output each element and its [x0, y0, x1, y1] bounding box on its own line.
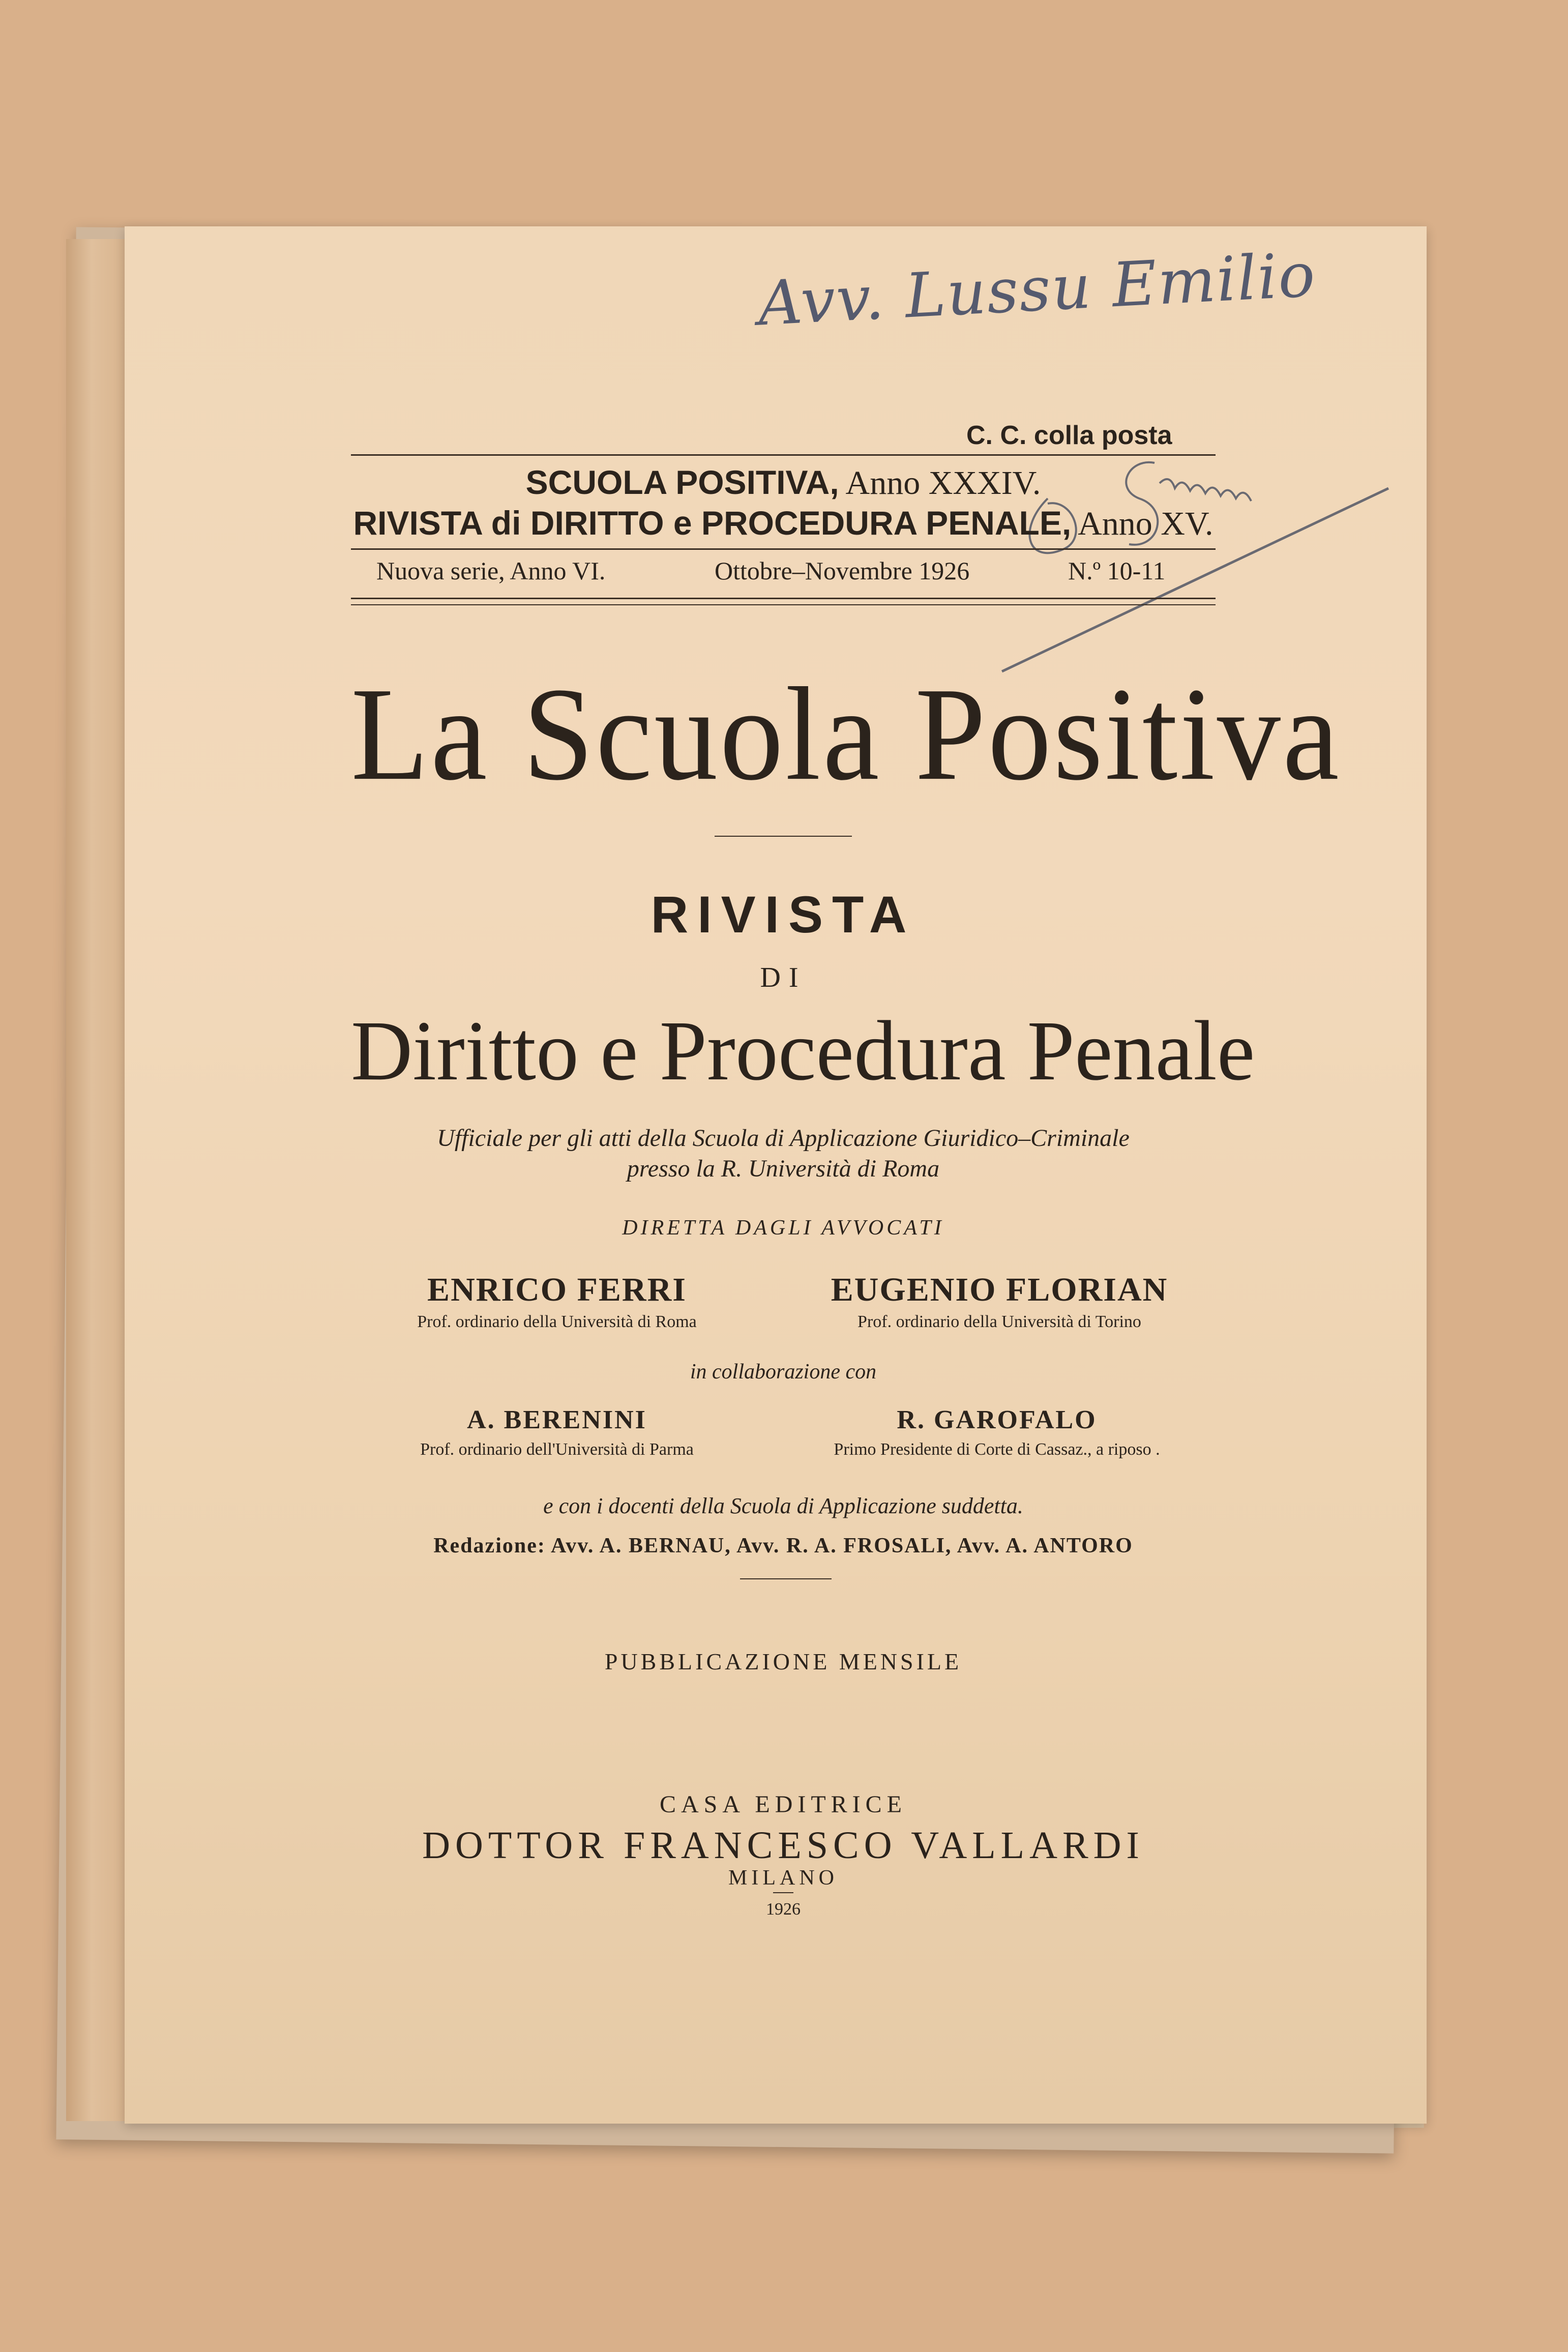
- directed-by: DIRETTA DAGLI AVVOCATI: [622, 1216, 944, 1240]
- issue-date: Ottobre–Novembre 1926: [715, 556, 970, 585]
- director-2-role: Prof. ordinario della Università di Torino: [857, 1312, 1141, 1331]
- collaborator-2-name: R. GAROFALO: [897, 1405, 1097, 1434]
- publisher-label: CASA EDITRICE: [659, 1791, 907, 1818]
- title-divider: [715, 836, 852, 837]
- publication-frequency: PUBBLICAZIONE MENSILE: [604, 1649, 962, 1674]
- redazione-line: Redazione: Avv. A. BERNAU, Avv. R. A. FROSALI, Avv. A. ANTORO: [433, 1534, 1133, 1557]
- subtitle-main: Diritto e Procedura Penale: [351, 1004, 1255, 1098]
- director-1-name: ENRICO FERRI: [427, 1271, 687, 1308]
- spine: [66, 239, 130, 2121]
- header-rule-bottom: [351, 598, 1216, 599]
- subtitle-di: DI: [760, 962, 807, 993]
- collaborator-2-role: Primo Presidente di Corte di Cassaz., a riposo .: [834, 1440, 1160, 1459]
- director-1: [351, 1271, 763, 1332]
- issue-number: N.º 10-11: [1068, 556, 1166, 585]
- director-2: [783, 1271, 1216, 1332]
- collaborator-2: [773, 1405, 1221, 1459]
- header-line-1-journal: SCUOLA POSITIVA,: [525, 463, 839, 501]
- publisher-city: MILANO: [728, 1866, 838, 1890]
- header-line-2-journal: RIVISTA di DIRITTO e PROCEDURA PENALE,: [353, 504, 1072, 542]
- header-line-1: [351, 463, 1216, 503]
- redazione-divider: [740, 1578, 832, 1579]
- director-1-role: Prof. ordinario della Università di Roma: [417, 1312, 697, 1331]
- official-line-1: Ufficiale per gli atti della Scuola di Applicazione Giuridico–Criminale: [437, 1125, 1130, 1152]
- subtitle-rivista: RIVISTA: [650, 886, 916, 944]
- city-divider: [773, 1892, 793, 1893]
- collaborator-1-name: A. BERENINI: [467, 1405, 647, 1434]
- journal-title: La Scuola Positiva: [351, 660, 1341, 808]
- header-rule-middle: [351, 548, 1216, 550]
- header-rule-top: [351, 454, 1216, 456]
- header-rule-bottom-thin: [351, 604, 1216, 605]
- header-line-2-year: Anno XV.: [1078, 505, 1214, 542]
- postal-note: C. C. colla posta: [966, 421, 1172, 450]
- header-line-2: [351, 504, 1216, 543]
- collaboration-label: in collaborazione con: [690, 1360, 877, 1384]
- official-line-2: presso la R. Università di Roma: [627, 1155, 940, 1182]
- handwritten-signature: Avv. Lussu Emilio: [756, 240, 1318, 340]
- collaborator-1: [351, 1405, 763, 1459]
- header-line-1-year: Anno XXXIV.: [845, 464, 1041, 502]
- series-label: Nuova serie, Anno VI.: [376, 556, 606, 585]
- docenti-line: e con i docenti della Scuola di Applicazione suddetta.: [543, 1493, 1023, 1518]
- publisher-name: DOTTOR FRANCESCO VALLARDI: [422, 1824, 1144, 1867]
- publication-year: 1926: [766, 1900, 801, 1919]
- collaborator-1-role: Prof. ordinario dell'Università di Parma: [420, 1440, 694, 1459]
- director-2-name: EUGENIO FLORIAN: [831, 1271, 1168, 1308]
